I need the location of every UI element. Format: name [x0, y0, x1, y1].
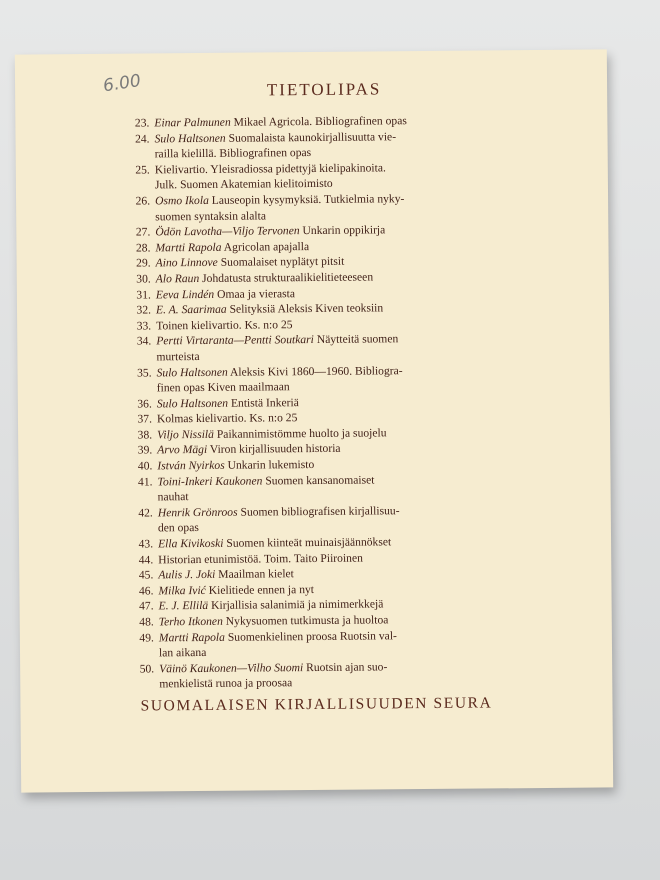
- entry-title: Maailman kielet: [218, 567, 294, 582]
- list-item: [126, 471, 526, 506]
- entry-number: 49.: [139, 630, 154, 645]
- entry-title: Ruotsin ajan suo-: [306, 660, 388, 674]
- entry-text: [159, 658, 528, 692]
- entry-title: Omaa ja vierasta: [217, 286, 296, 301]
- entry-title: Kielivartio. Yleisradiossa pidettyjä kielipakinoita.: [154, 161, 386, 177]
- entry-title: Näytteitä suomen: [316, 332, 399, 347]
- entry-author: Arvo Mägi: [157, 443, 208, 457]
- entry-title-continued: menkielistä runoa ja proosaa: [159, 676, 293, 691]
- entry-text: [157, 362, 526, 396]
- entry-title: Kirjallisia salanimiä ja nimimerkkejä: [211, 597, 384, 613]
- entry-number: 48.: [139, 615, 154, 629]
- entry-title: Unkarin lukemisto: [227, 458, 315, 472]
- entry-text: [158, 502, 527, 536]
- list-item: [128, 627, 528, 662]
- entry-author: Martti Rapola: [158, 630, 225, 644]
- entry-title: Suomalaiset nyplätyt pitsit: [220, 255, 345, 270]
- entry-number: 28.: [135, 241, 151, 255]
- entry-title: Aleksis Kivi 1860—1960. Bibliogra-: [229, 363, 403, 379]
- entry-author: Sulo Haltsonen: [156, 396, 229, 411]
- title-list: [123, 112, 528, 692]
- entry-title-continued: nauhat: [157, 490, 189, 504]
- entry-title: Nykysuomen tutkimusta ja huoltoa: [225, 613, 389, 628]
- entry-title-continued: Julk. Suomen Akatemian kielitoimisto: [154, 177, 333, 192]
- entry-title: Lauseopin kysymyksiä. Tutkielmia nyky-: [211, 192, 405, 207]
- entry-text: [154, 128, 523, 162]
- list-item: [128, 658, 528, 693]
- entry-title: Viron kirjallisuuden historia: [209, 442, 341, 457]
- entry-title-continued: lan aikana: [158, 646, 207, 660]
- entry-number: 34.: [136, 334, 152, 348]
- entry-title-continued: den opas: [157, 521, 199, 535]
- entry-number: 24.: [134, 132, 150, 146]
- entry-text: [155, 190, 524, 224]
- list-item: [124, 190, 524, 225]
- entry-number: 42.: [138, 506, 153, 520]
- entry-number: 50.: [139, 662, 155, 676]
- entry-title-continued: finen opas Kiven maailmaan: [156, 380, 290, 395]
- entry-author: Martti Rapola: [155, 240, 222, 255]
- entry-author: Osmo Ikola: [155, 193, 209, 208]
- entry-author: Einar Palmunen: [154, 115, 231, 130]
- entry-author: Väinö Kaukonen—Vilho Suomi: [159, 660, 304, 676]
- entry-title: Kielitiede ennen ja nyt: [208, 582, 315, 597]
- entry-author: Alo Raun: [155, 271, 200, 286]
- entry-author: E. J. Ellilä: [158, 599, 209, 613]
- entry-number: 29.: [136, 256, 151, 270]
- entry-title: Unkarin oppikirja: [302, 223, 386, 238]
- entry-author: Viljo Nissilä: [157, 427, 214, 442]
- entry-number: 35.: [137, 365, 152, 380]
- entry-number: 39.: [137, 443, 153, 458]
- entry-number: 40.: [137, 459, 153, 473]
- entry-title: Entistä Inkeriä: [230, 395, 299, 410]
- entry-title: Suomen kansanomaiset: [265, 473, 375, 488]
- series-title: TIETOLIPAS: [266, 79, 382, 100]
- entry-number: 37.: [137, 412, 153, 426]
- entry-number: 47.: [139, 599, 154, 613]
- pencil-price-note: 6.00: [101, 70, 143, 97]
- entry-text: [156, 330, 525, 364]
- list-item: [124, 159, 524, 194]
- list-item: [125, 330, 525, 365]
- entry-author: Sulo Haltsonen: [156, 365, 228, 379]
- entry-number: 41.: [137, 475, 153, 489]
- entry-author: Toini-Inkeri Kaukonen: [157, 474, 263, 489]
- entry-author: Pertti Virtaranta—Pentti Soutkari: [156, 333, 314, 348]
- entry-text: [155, 159, 524, 193]
- entry-title-continued: railla kielillä. Bibliografinen opas: [154, 146, 312, 161]
- entry-author: E. A. Saarimaa: [155, 302, 227, 317]
- entry-title: Johdatusta strukturaalikielitieteeseen: [202, 270, 374, 285]
- entry-author: Milka Ivić: [158, 583, 206, 598]
- entry-number: 30.: [136, 272, 151, 286]
- entry-number: 43.: [138, 537, 154, 551]
- entry-title: Suomenkielinen proosa Ruotsin val-: [227, 628, 397, 644]
- list-item: [126, 362, 526, 397]
- entry-number: 45.: [138, 568, 154, 582]
- entry-number: 32.: [136, 303, 152, 317]
- entry-title: Paikannimistömme huolto ja suojelu: [216, 426, 387, 441]
- entry-author: Henrik Grönroos: [157, 505, 238, 520]
- entry-author: Ella Kivikoski: [158, 536, 224, 551]
- entry-title-continued: suomen syntaksin alalta: [155, 208, 267, 223]
- entry-number: 23.: [134, 116, 150, 130]
- entry-title: Suomen kiinteät muinaisjäännökset: [226, 535, 392, 550]
- list-item: [123, 128, 523, 163]
- publisher-name: SUOMALAISEN KIRJALLISUUDEN SEURA: [140, 694, 493, 715]
- entry-number: 46.: [138, 584, 154, 598]
- entry-title: Suomalaista kaunokirjallisuutta vie-: [228, 129, 397, 145]
- entry-title: Suomen bibliografisen kirjallisuu-: [240, 504, 400, 519]
- entry-author: Eeva Lindén: [155, 287, 215, 301]
- entry-title: Selityksiä Aleksis Kiven teoksiin: [229, 301, 384, 316]
- entry-author: Aino Linnove: [155, 256, 218, 270]
- entry-number: 44.: [138, 553, 154, 567]
- entry-number: 36.: [137, 397, 152, 411]
- entry-number: 31.: [136, 287, 151, 302]
- entry-title: Historian etunimistöä. Toim. Taito Piiroinen: [158, 551, 363, 566]
- entry-title-continued: murteista: [156, 349, 200, 364]
- entry-title: Agricolan apajalla: [223, 239, 310, 254]
- entry-author: István Nyirkos: [157, 458, 225, 473]
- entry-number: 38.: [137, 428, 153, 442]
- entry-number: 33.: [136, 319, 152, 333]
- entry-text: [159, 627, 528, 661]
- entry-number: 26.: [135, 194, 151, 208]
- entry-title: Toinen kielivartio. Ks. n:o 25: [156, 317, 293, 333]
- entry-author: Terho Itkonen: [158, 614, 223, 629]
- list-item: [127, 502, 527, 537]
- entry-number: 25.: [135, 163, 150, 177]
- entry-title: Mikael Agricola. Bibliografinen opas: [233, 114, 407, 129]
- entry-title: Kolmas kielivartio. Ks. n:o 25: [156, 411, 298, 426]
- entry-author: Aulis J. Joki: [158, 568, 216, 582]
- book-back-cover: [15, 49, 613, 792]
- entry-author: Sulo Haltsonen: [154, 131, 226, 145]
- entry-text: [157, 471, 526, 505]
- entry-author: Ödön Lavotha—Viljo Tervonen: [155, 224, 300, 239]
- entry-number: 27.: [135, 225, 151, 239]
